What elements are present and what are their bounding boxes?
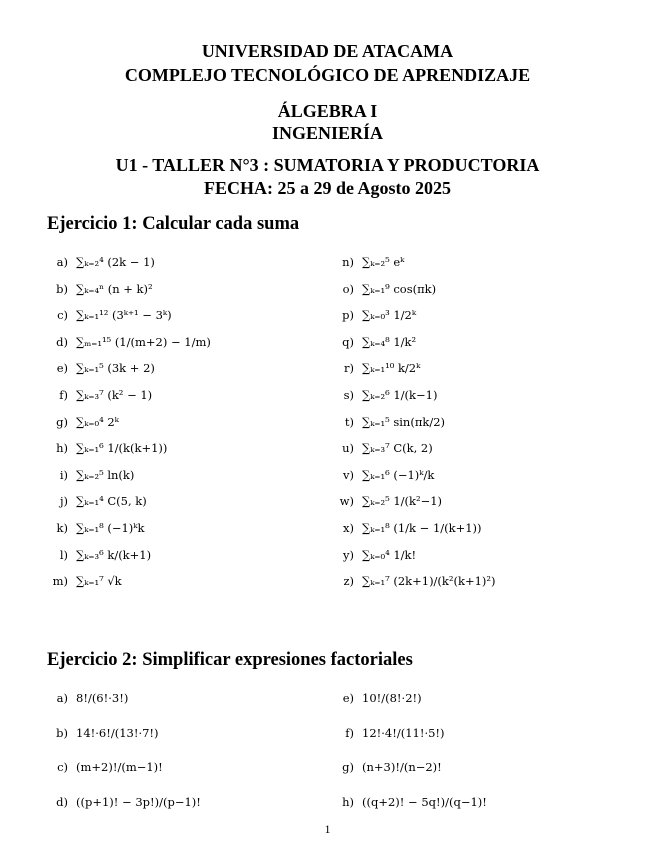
item-label: e) bbox=[342, 691, 354, 705]
item-label: c) bbox=[57, 760, 68, 775]
exercise-item bbox=[44, 517, 144, 539]
item-expression: ∑ₖ₌₁⁷ √k bbox=[76, 574, 122, 589]
header-date: FECHA: 25 a 29 de Agosto 2025 bbox=[204, 178, 451, 198]
exercise-item bbox=[44, 384, 152, 406]
exercise-item bbox=[44, 791, 201, 813]
item-expression: ∑ₖ₌₃⁶ k/(k+1) bbox=[76, 547, 152, 562]
item-expression: (m+2)!/(m−1)! bbox=[76, 760, 163, 775]
exercise-item bbox=[44, 278, 153, 300]
item-expression: ∑ₖ₌₂⁶ 1/(k−1) bbox=[362, 388, 438, 402]
exercise-item bbox=[330, 251, 404, 273]
item-label: j) bbox=[59, 494, 68, 509]
exercise-item bbox=[44, 304, 172, 326]
exercise-item bbox=[330, 544, 416, 566]
item-label: m) bbox=[52, 574, 68, 589]
exercise-item bbox=[330, 517, 482, 539]
item-expression: ∑ₖ₌₁⁷ (2k+1)/(k²(k+1)²) bbox=[362, 574, 496, 589]
item-expression: 14!·6!/(13!·7!) bbox=[76, 725, 159, 740]
item-expression: (n+3)!/(n−2)! bbox=[362, 760, 442, 775]
exercise2-title: Ejercicio 2: Simplificar expresiones factoriales bbox=[47, 650, 413, 670]
item-label: a) bbox=[56, 255, 68, 269]
page-number: 1 bbox=[324, 822, 331, 836]
item-label: s) bbox=[343, 388, 354, 402]
item-label: d) bbox=[56, 334, 68, 349]
item-label: b) bbox=[56, 725, 68, 740]
exercise-item bbox=[330, 791, 487, 813]
item-label: g) bbox=[56, 414, 68, 429]
item-expression: ∑ₖ₌₁⁸ (−1)ᵏk bbox=[76, 521, 145, 535]
item-expression: ∑ₖ₌₃⁷ C(k, 2) bbox=[362, 441, 433, 456]
item-expression: ∑ₖ₌₁¹⁰ k/2ᵏ bbox=[362, 361, 421, 376]
exercise-item bbox=[44, 464, 134, 486]
item-expression: ∑ₖ₌₄ⁿ (n + k)² bbox=[76, 281, 153, 296]
item-expression: ∑ₖ₌₃⁷ (k² − 1) bbox=[76, 388, 153, 402]
item-expression: ∑ₖ₌₀³ 1/2ᵏ bbox=[362, 308, 417, 323]
item-expression: ∑ₖ₌₂⁵ 1/(k²−1) bbox=[362, 494, 443, 509]
item-label: z) bbox=[343, 574, 354, 589]
item-label: x) bbox=[343, 521, 354, 535]
exercise-item bbox=[330, 384, 437, 406]
exercise-item bbox=[330, 687, 422, 709]
item-expression: ∑ₖ₌₀⁴ 1/k! bbox=[362, 547, 417, 562]
item-label: k) bbox=[56, 521, 68, 535]
item-expression: 12!·4!/(11!·5!) bbox=[362, 725, 445, 740]
item-expression: ((p+1)! − 3p!)/(p−1)! bbox=[76, 795, 201, 810]
item-label: p) bbox=[342, 308, 354, 323]
item-expression: ∑ₖ₌₀⁴ 2ᵏ bbox=[76, 414, 119, 429]
item-expression: ∑ₖ₌₂⁵ ln(k) bbox=[76, 467, 135, 482]
item-label: w) bbox=[339, 494, 354, 509]
item-label: o) bbox=[342, 281, 354, 296]
exercise-item bbox=[44, 756, 163, 778]
item-expression: ∑ₖ₌₄⁸ 1/k² bbox=[362, 334, 417, 349]
exercise-item bbox=[330, 411, 445, 433]
exercise-item bbox=[44, 544, 151, 566]
item-label: q) bbox=[342, 334, 354, 349]
item-label: h) bbox=[342, 795, 354, 810]
exercise-item bbox=[44, 722, 159, 744]
exercise-item bbox=[330, 722, 445, 744]
item-label: d) bbox=[56, 795, 68, 810]
item-expression: ∑ₖ₌₁⁵ sin(πk/2) bbox=[362, 414, 446, 429]
exercise-item bbox=[44, 357, 155, 379]
exercise-item bbox=[330, 278, 436, 300]
exercise-item bbox=[44, 251, 155, 273]
item-expression: ∑ₖ₌₁⁶ (−1)ᵏ/k bbox=[362, 467, 435, 482]
header-course: ÁLGEBRA I bbox=[277, 101, 378, 121]
exercise-item bbox=[330, 570, 496, 592]
exercise-item bbox=[330, 464, 434, 486]
item-expression: ∑ₖ₌₂⁴ (2k − 1) bbox=[76, 255, 155, 269]
exercise-item bbox=[44, 570, 122, 592]
header-complex: COMPLEJO TECNOLÓGICO DE APRENDIZAJE bbox=[124, 65, 531, 85]
item-expression: ∑ₖ₌₁⁹ cos(πk) bbox=[362, 281, 437, 296]
item-label: r) bbox=[344, 361, 354, 376]
exercise-item bbox=[330, 357, 420, 379]
item-label: e) bbox=[56, 361, 68, 376]
item-expression: ∑ₘ₌₁¹⁵ (1/(m+2) − 1/m) bbox=[76, 334, 211, 349]
item-label: y) bbox=[343, 547, 354, 562]
exercise-item bbox=[330, 756, 442, 778]
item-label: c) bbox=[57, 308, 68, 323]
item-label: t) bbox=[344, 414, 354, 429]
item-label: h) bbox=[56, 441, 68, 456]
item-expression: ∑ₖ₌₁⁶ 1/(k(k+1)) bbox=[76, 441, 168, 456]
item-expression: ((q+2)! − 5q!)/(q−1)! bbox=[362, 795, 487, 810]
item-expression: ∑ₖ₌₁⁵ (3k + 2) bbox=[76, 361, 155, 376]
exercise-item bbox=[44, 411, 119, 433]
exercise-item bbox=[44, 437, 167, 459]
exercise-item bbox=[330, 437, 433, 459]
item-expression: ∑ₖ₌₂⁵ eᵏ bbox=[362, 255, 405, 269]
exercise-item bbox=[44, 687, 128, 709]
item-label: g) bbox=[342, 760, 354, 775]
item-label: a) bbox=[56, 691, 68, 705]
exercise1-title: Ejercicio 1: Calcular cada suma bbox=[47, 214, 300, 234]
header-university: UNIVERSIDAD DE ATACAMA bbox=[201, 41, 454, 61]
item-expression: 10!/(8!·2!) bbox=[362, 691, 422, 705]
item-label: n) bbox=[342, 255, 354, 269]
item-label: f) bbox=[59, 388, 68, 402]
exercise-item bbox=[44, 490, 147, 512]
exercise-item bbox=[330, 331, 416, 353]
item-label: l) bbox=[59, 547, 68, 562]
item-expression: ∑ₖ₌₁⁴ C(5, k) bbox=[76, 494, 147, 509]
exercise-item bbox=[330, 304, 416, 326]
exercise-item bbox=[44, 331, 211, 353]
header-program: INGENIERÍA bbox=[271, 123, 384, 143]
item-label: f) bbox=[345, 725, 354, 740]
header-workshop: U1 - TALLER N°3 : SUMATORIA Y PRODUCTORIA bbox=[115, 155, 540, 175]
item-label: u) bbox=[342, 441, 354, 456]
item-label: v) bbox=[343, 467, 354, 482]
item-expression: ∑ₖ₌₁⁸ (1/k − 1/(k+1)) bbox=[362, 521, 482, 535]
item-label: i) bbox=[59, 467, 68, 482]
item-expression: ∑ₖ₌₁¹² (3ᵏ⁺¹ − 3ᵏ) bbox=[76, 308, 172, 323]
item-expression: 8!/(6!·3!) bbox=[76, 691, 129, 705]
item-label: b) bbox=[56, 281, 68, 296]
exercise-item bbox=[330, 490, 442, 512]
